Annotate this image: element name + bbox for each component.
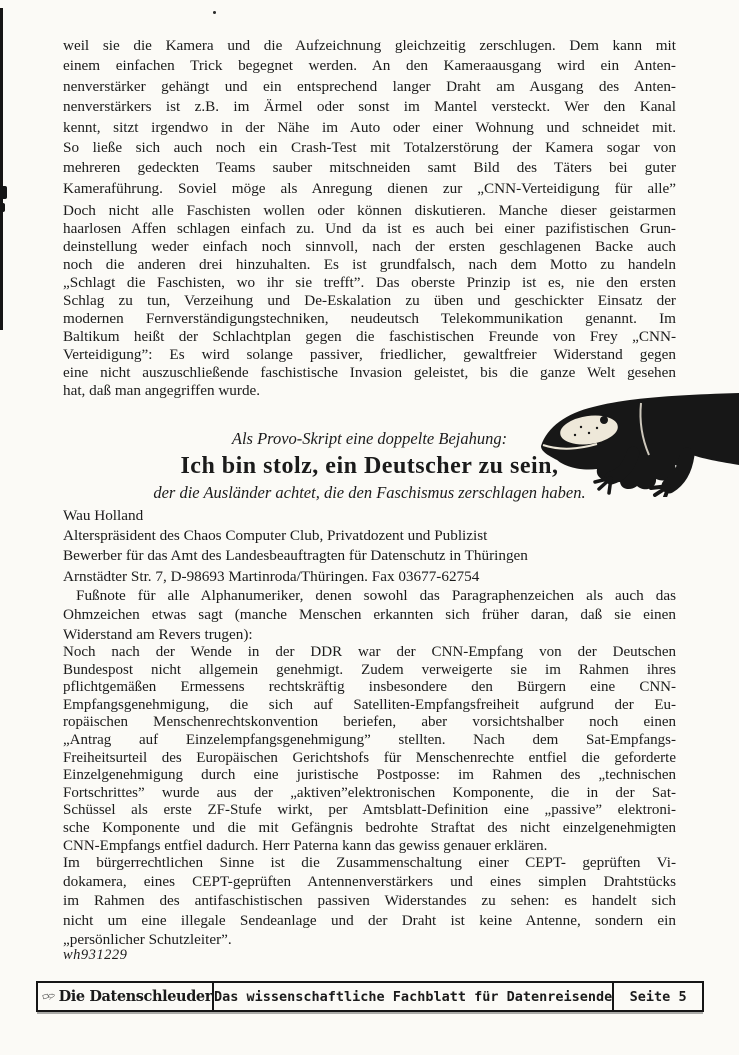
text-line: Baltikum heißt der Schlachtplan gegen die faschistischen Freunde von Frey „CNN- [63, 328, 676, 345]
text-line: Schlag zu tun, Verzeihung und De-Eskalation zu üben und geschickter Einsatz der [63, 292, 676, 309]
text-line: Widerstand am Revers trugen): [63, 625, 253, 643]
text-line: eine nicht auszuschließende faschistische Invasion geleistet, bis die ganze Welt gesehen [63, 364, 676, 381]
text-line: CNN-Empfangs entfiel dadurch. Herr Paterna kann das gewiss genauer erklären. [63, 837, 548, 854]
footer-tagline: Das wissenschaftliche Fachblatt für Datenreisende [214, 988, 613, 1005]
text-line: Bundespost nicht allgemein genehmigt. Zudem verweigerte sie im Rahmen ihres [63, 661, 676, 678]
paragraph-footnote [63, 586, 676, 644]
provocation-block [63, 428, 676, 504]
text-line: im Rahmen des antifaschistischen passiven Widerstandes zu sehen: es handelt sich [63, 892, 676, 910]
text-line: nicht um eine illegale Sendeanlage und der Draht ist keine Antenne, sondern ein [63, 911, 676, 929]
provo-title: Ich bin stolz, ein Deutscher zu sein, [180, 453, 559, 479]
footer-bar [36, 981, 704, 1012]
text-line: Alterspräsident des Chaos Computer Club, Privatdozent und Publizist [63, 527, 488, 545]
text-line: haarlosen Affen schlagen einfach zu. Und da ist es auch bei einer pazifistischen Grun- [63, 220, 676, 237]
provo-subtitle: der die Ausländer achtet, die den Faschismus zerschlagen haben. [153, 483, 586, 502]
text-line: Kameraführung. Soviel möge als Anregung dienen zur „CNN-Verteidigung für alle” [63, 179, 676, 197]
text-line: noch die anderen drei hinzuhalten. Es ist grundfalsch, nach dem Motto zu handeln [63, 256, 676, 273]
text-line: Im bürgerrechtlichen Sinne ist die Zusammenschaltung einer CEPT- geprüften Vi- [63, 854, 676, 871]
page-number: Seite 5 [629, 988, 687, 1005]
footer-tagline-cell [214, 983, 612, 1010]
text-line: Ohmzeichen etwas sagt (manche Menschen erkannten sich früher daran, daß sie einen [63, 606, 676, 624]
text-line: „Antrag auf Einzelempfangsgenehmigung” stellten. Nach dem Sat-Empfangs- [63, 731, 676, 748]
text-line: pflichtgemäßen Ermessens rechtskräftig insbesondere den Bürgern eine CNN- [63, 679, 676, 696]
text-line: modernen Fernverständigungstechniken, neudeutsch Telekommunikation genannt. Im [63, 310, 676, 327]
paragraph-cept [63, 853, 676, 949]
text-line: Arnstädter Str. 7, D-98693 Martinroda/Thüringen. Fax 03677-62754 [63, 567, 480, 585]
text-line: Einzelgenehmigung durch eine juristische Postposse: im Rahmen des „technischen [63, 767, 676, 784]
signature-block [63, 506, 676, 587]
text-line: kennt, sitzt irgendwo in der Nähe im Auto oder einer Wohnung und schneidet mit. [63, 118, 676, 136]
paragraph-fascists [63, 202, 676, 400]
text-line: weil sie die Kamera und die Aufzeichnung gleichzeitig zerschlugen. Dem kann mit [63, 37, 676, 54]
paper-sling-hand-icon [42, 984, 57, 1009]
text-line: Noch nach der Wende in der DDR war der CNN-Empfang von der Deutschen [63, 644, 676, 660]
text-line: deinstellung weder einfach noch sinnvoll, nach der ersten geschlagenen Backe auch [63, 238, 676, 255]
text-line: Doch nicht alle Faschisten wollen oder können diskutieren. Manche dieser geistarmen [63, 202, 676, 219]
text-line: „persönlicher Schutzleiter”. [63, 930, 232, 948]
text-line: hat, daß man angegriffen wurde. [63, 382, 261, 399]
text-line: Verteidigung”: Es wird solange passiver, friedlicher, gewaltfreier Widerstand gegen [63, 346, 676, 363]
scan-blob-artifact [0, 186, 7, 199]
text-line: Fußnote für alle Alphanumeriker, denen sowohl das Paragraphenzeichen als auch das [76, 587, 676, 604]
provo-kicker: Als Provo-Skript eine doppelte Bejahung: [231, 429, 508, 448]
author-code: wh931229 [63, 947, 128, 963]
text-line: So ließe sich auch noch ein Crash-Test mit Totalzerstörung der Kamera sogar von [63, 139, 676, 157]
scan-edge-artifact [0, 8, 3, 330]
text-line: Fortschrittes” wurde aus der „aktiven”elektronischen Komponente, die in der Sat- [63, 784, 676, 801]
text-line: Freiheitsurteil des Europäischen Gerichtshofs für Menschenrechte entfiel die geforderte [63, 749, 676, 766]
text-line: nenverstärker gehängt und ein entsprechend langer Draht am Ausgang des Anten- [63, 77, 676, 95]
text-line: ropäischen Menschenrechtskonvention beriefen, aber vorsichtshalber noch einen [63, 714, 676, 731]
magazine-logo-text: Die Datenschleuder [58, 987, 212, 1006]
text-line: Bewerber für das Amt des Landesbeauftragten für Datenschutz in Thüringen [63, 547, 528, 565]
text-line: dokamera, eines CEPT-geprüften Antennenverstärkers und eines simplen Drahtstücks [63, 873, 676, 891]
text-line: nenverstärkers ist z.B. im Ärmel oder sonst im Mantel versteckt. Wer den Kanal [63, 98, 676, 116]
scan-dot-artifact [213, 11, 216, 14]
text-line: sche Komponente und die mit Gefängnis bedrohte Straftat des nicht einzelgenehmigten [63, 819, 676, 836]
page-number-cell [612, 983, 702, 1010]
paragraph-ddr-cnn [63, 644, 676, 855]
paragraph-cnn-defense [63, 36, 676, 199]
text-line: einem einfachen Trick begegnet werden. An den Kameraausgang wird ein Anten- [63, 57, 676, 75]
scan-blob-artifact [0, 203, 5, 212]
text-line: Wau Holland [63, 507, 144, 524]
text-line: mehreren gedeckten Teams sauber mitschneiden samt Bild des Täters bei guter [63, 159, 676, 177]
magazine-logo [38, 983, 214, 1010]
text-line: „Schlagt die Faschisten, wo ihr sie trefft”. Das oberste Prinzip ist es, nie den ersten [63, 274, 676, 291]
text-line: Schüssel als erste ZF-Stufe wirkt, per Amtsblatt-Definition eine „passive” elektroni- [63, 802, 676, 819]
text-line: Empfangsgenehmigung, die sich auf Satelliten-Empfangsfreiheit aufgrund der Eu- [63, 696, 676, 713]
